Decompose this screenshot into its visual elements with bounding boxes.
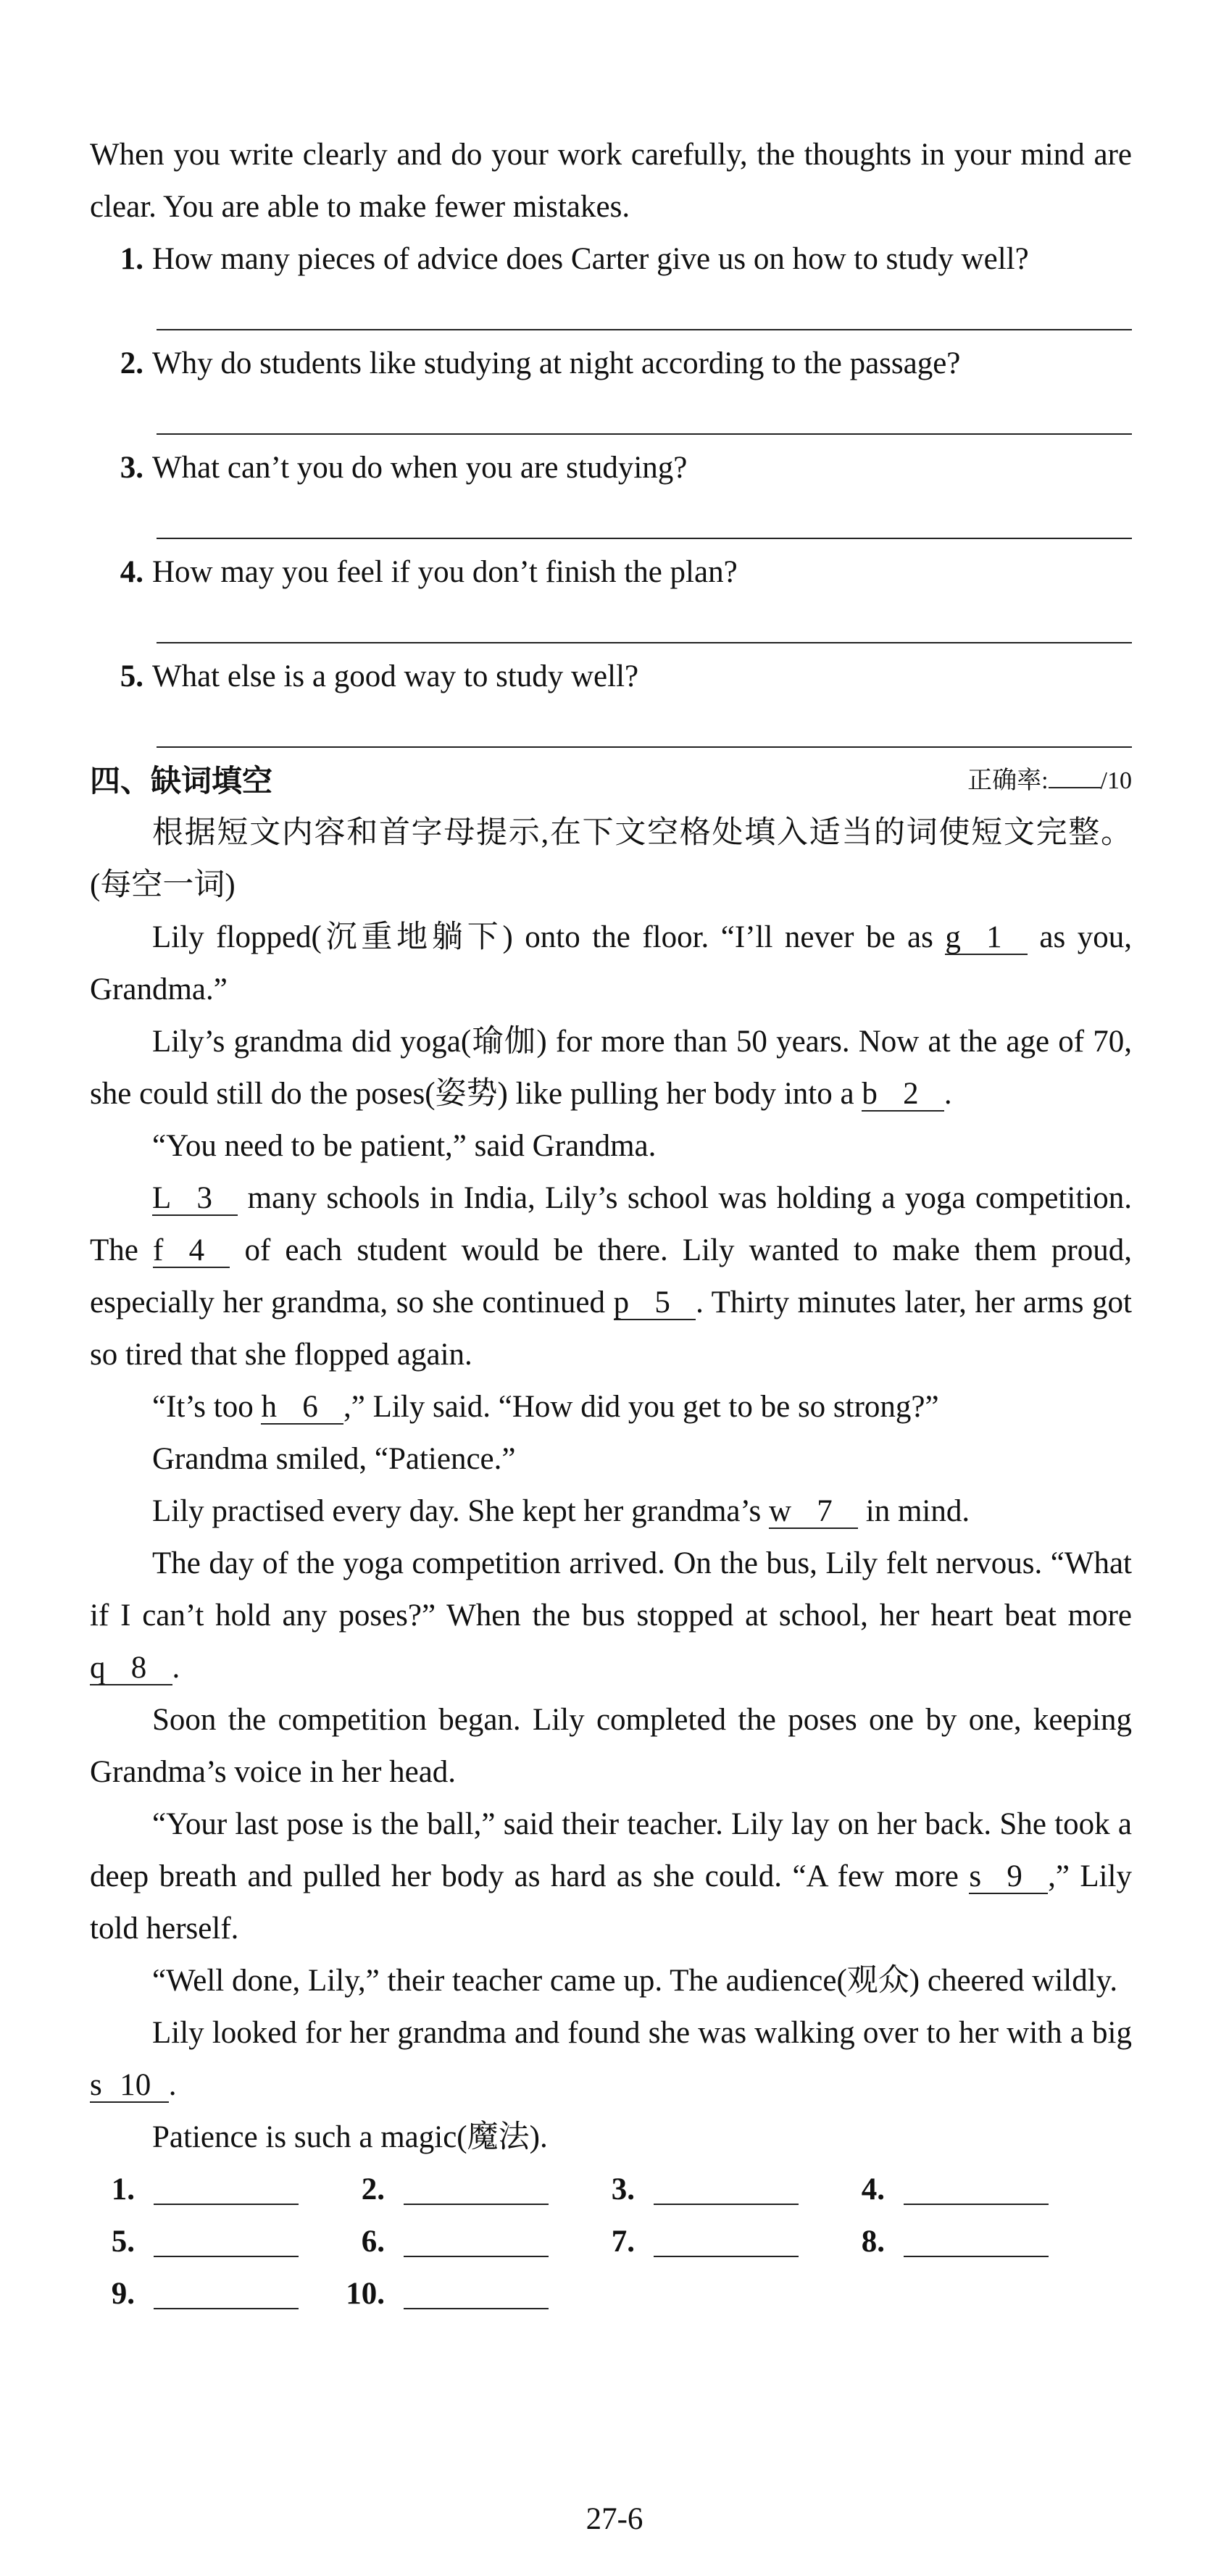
answer-rule — [157, 538, 1132, 539]
answer-blank[interactable] — [404, 2227, 549, 2257]
passage-text: Patience is such a magic(魔法). — [152, 2120, 548, 2154]
answer-blank[interactable] — [904, 2175, 1049, 2205]
passage-paragraph — [90, 1798, 1132, 1955]
passage-text: in mind. — [858, 1494, 970, 1528]
answer-blank[interactable] — [654, 2227, 799, 2257]
passage-paragraph — [90, 1485, 1132, 1538]
passage-text: Lily’s grandma did yoga(瑜伽) for more than 50 years. Now at the age of 70, she could still do the poses(姿势) like pulling her body into a — [90, 1025, 1132, 1111]
cloze-blank-8[interactable] — [90, 1652, 172, 1685]
blank-number: 9 — [1007, 1859, 1022, 1893]
answer-blank[interactable] — [154, 2227, 299, 2257]
answer-rule — [157, 746, 1132, 748]
blank-initial-letter: q — [90, 1651, 106, 1685]
cloze-blank-5[interactable] — [614, 1287, 696, 1320]
answer-grid — [90, 2164, 1132, 2320]
cloze-passage — [90, 912, 1132, 2164]
answer-number: 7. — [611, 2225, 635, 2259]
question-number: 5. — [120, 659, 143, 693]
blank-initial-letter: s — [90, 2068, 102, 2102]
answer-number: 1. — [111, 2172, 135, 2206]
passage-paragraph — [90, 1016, 1132, 1120]
question-5 — [90, 651, 1132, 703]
passage-text: as you, Grandma.” — [90, 920, 1132, 1006]
answer-blank[interactable] — [904, 2227, 1049, 2257]
blank-number: 1 — [986, 920, 1002, 954]
cloze-blank-3[interactable] — [152, 1183, 238, 1216]
passage-text: “Your last pose is the ball,” said their teacher. Lily lay on her back. She took a deep breath and pulled her body as hard as she could. “A few more — [90, 1807, 1132, 1893]
passage-paragraph — [90, 2007, 1132, 2112]
passage-text: . Thirty minutes later, her arms got so tired that she flopped again. — [90, 1285, 1132, 1372]
page-number: 27-6 — [586, 2502, 643, 2536]
answer-number: 10. — [346, 2277, 385, 2311]
passage-paragraph — [90, 1172, 1132, 1381]
answer-number: 6. — [361, 2225, 385, 2259]
question-text: What can’t you do when you are studying? — [152, 451, 688, 485]
answer-line-4[interactable] — [90, 599, 1132, 651]
question-text: How may you feel if you don’t finish the plan? — [152, 555, 738, 589]
answer-rule — [157, 433, 1132, 435]
passage-text: Lily looked for her grandma and found she was walking over to her with a big — [152, 2016, 1132, 2050]
question-3 — [90, 442, 1132, 494]
blank-initial-letter: w — [768, 1494, 792, 1528]
passage-text: Lily practised every day. She kept her grandma’s — [152, 1494, 769, 1528]
section-instruction: 根据短文内容和首字母提示,在下文空格处填入适当的词使短文完整。(每空一词) — [90, 816, 1132, 902]
blank-number: 8 — [130, 1651, 147, 1685]
answer-number: 8. — [861, 2225, 885, 2259]
blank-number: 5 — [654, 1285, 670, 1320]
answer-cell-7 — [590, 2216, 840, 2268]
answer-number: 2. — [361, 2172, 385, 2206]
passage-paragraph — [90, 1955, 1132, 2007]
passage-paragraph — [90, 1538, 1132, 1694]
answer-blank[interactable] — [404, 2175, 549, 2205]
answer-number: 5. — [111, 2225, 135, 2259]
answer-cell-4 — [840, 2164, 1090, 2216]
question-number: 1. — [120, 242, 143, 276]
passage-text: . — [943, 1077, 952, 1111]
intro-paragraph: When you write clearly and do your work carefully, the thoughts in your mind are clear. You are able to make fewer mistakes. — [90, 138, 1132, 224]
answer-rule — [157, 329, 1132, 330]
blank-initial-letter: s — [969, 1859, 982, 1893]
blank-number: 6 — [302, 1390, 318, 1424]
blank-number: 3 — [196, 1181, 213, 1215]
answer-cell-6 — [340, 2216, 590, 2268]
question-2 — [90, 338, 1132, 390]
answer-line-2[interactable] — [90, 390, 1132, 442]
blank-initial-letter: L — [152, 1181, 172, 1215]
answer-cell-5 — [90, 2216, 340, 2268]
cloze-blank-6[interactable] — [261, 1391, 343, 1425]
passage-paragraph — [90, 1433, 1132, 1485]
cloze-blank-7[interactable] — [769, 1496, 858, 1529]
answer-cell-10 — [340, 2268, 590, 2320]
score-blank[interactable] — [1049, 765, 1101, 788]
question-1 — [90, 233, 1132, 285]
answer-blank[interactable] — [154, 2279, 299, 2309]
passage-text: “You need to be patient,” said Grandma. — [152, 1129, 657, 1163]
answer-cell-1 — [90, 2164, 340, 2216]
question-list — [90, 233, 1132, 755]
blank-initial-letter: h — [261, 1390, 277, 1424]
answer-number: 3. — [611, 2172, 635, 2206]
worksheet-page — [90, 129, 1132, 2320]
answer-number: 4. — [861, 2172, 885, 2206]
passage-text: ,” Lily told herself. — [90, 1859, 1132, 1946]
cloze-blank-1[interactable] — [945, 922, 1028, 955]
answer-line-5[interactable] — [90, 703, 1132, 755]
passage-paragraph — [90, 912, 1132, 1016]
cloze-blank-9[interactable] — [969, 1861, 1048, 1894]
passage-text: ,” Lily said. “How did you get to be so strong?” — [343, 1390, 939, 1424]
question-number: 4. — [120, 555, 143, 589]
question-number: 2. — [120, 346, 143, 380]
cloze-blank-4[interactable] — [153, 1235, 230, 1268]
blank-number: 7 — [817, 1494, 833, 1528]
answer-blank[interactable] — [654, 2175, 799, 2205]
answer-blank[interactable] — [404, 2279, 549, 2309]
section-header — [90, 755, 1132, 807]
question-text: What else is a good way to study well? — [152, 659, 639, 693]
answer-number: 9. — [111, 2277, 135, 2311]
passage-text: Soon the competition began. Lily completed the poses one by one, keeping Grandma’s voice in her head. — [90, 1703, 1132, 1789]
blank-number: 2 — [903, 1077, 919, 1111]
passage-paragraph — [90, 1120, 1132, 1172]
cloze-blank-10[interactable] — [90, 2069, 169, 2103]
blank-initial-letter: p — [613, 1285, 630, 1320]
answer-line-3[interactable] — [90, 494, 1132, 546]
blank-number: 10 — [120, 2068, 151, 2102]
question-4 — [90, 546, 1132, 599]
answer-cell-3 — [590, 2164, 840, 2216]
question-number: 3. — [120, 451, 143, 485]
blank-initial-letter: b — [862, 1077, 878, 1111]
passage-paragraph — [90, 2112, 1132, 2164]
answer-cell-9 — [90, 2268, 340, 2320]
answer-cell-2 — [340, 2164, 590, 2216]
passage-text: of each student would be there. Lily wanted to make them proud, especially her grandma, so she continued — [90, 1233, 1132, 1320]
score-total: /10 — [1100, 767, 1132, 794]
score-box — [967, 755, 1132, 807]
section-title: 四、缺词填空 — [90, 763, 273, 799]
passage-text: “Well done, Lily,” their teacher came up. The audience(观众) cheered wildly. — [152, 1964, 1118, 1998]
passage-text: The day of the yoga competition arrived. On the bus, Lily felt nervous. “What if I can’t hold any poses?” When the bus stopped at school, her heart beat more — [90, 1546, 1132, 1633]
answer-rule — [157, 642, 1132, 643]
question-text: Why do students like studying at night according to the passage? — [152, 346, 961, 380]
question-text: How many pieces of advice does Carter give us on how to study well? — [152, 242, 1029, 276]
passage-text: Grandma smiled, “Patience.” — [152, 1442, 516, 1476]
score-label: 正确率: — [967, 767, 1049, 794]
answer-blank[interactable] — [154, 2175, 299, 2205]
answer-line-1[interactable] — [90, 285, 1132, 338]
passage-text: . — [168, 2068, 177, 2102]
blank-number: 4 — [188, 1233, 205, 1267]
passage-paragraph — [90, 1381, 1132, 1433]
answer-cell-8 — [840, 2216, 1090, 2268]
blank-initial-letter: f — [153, 1233, 164, 1267]
blank-initial-letter: g — [945, 920, 961, 954]
passage-text: “It’s too — [152, 1390, 262, 1424]
cloze-blank-2[interactable] — [862, 1078, 944, 1112]
passage-paragraph — [90, 1694, 1132, 1798]
passage-text: . — [172, 1651, 180, 1685]
passage-text: many schools in India, Lily’s school was holding a yoga competition. The — [90, 1181, 1132, 1267]
passage-text: Lily flopped(沉重地躺下) onto the floor. “I’ll never be as — [152, 920, 946, 954]
